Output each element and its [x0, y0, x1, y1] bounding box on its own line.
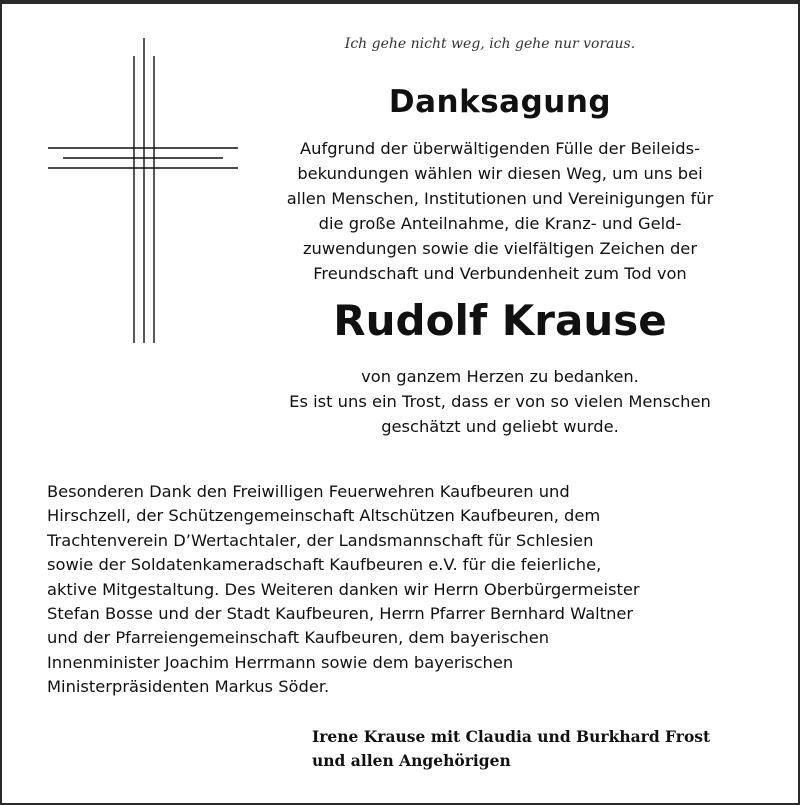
heading: Danksagung	[388, 84, 612, 120]
special-thanks-line: Trachtenverein D’Wertachtaler, der Landsmannschaft für Schlesien	[47, 530, 594, 550]
special-thanks-line: und der Pfarreiengemeinschaft Kaufbeuren, dem bayerischen	[47, 628, 550, 648]
intro-line: bekundungen wählen wir diesen Weg, um uns bei	[297, 164, 703, 183]
closing-line: von ganzem Herzen zu bedanken.	[361, 367, 639, 386]
intro-line: Freundschaft und Verbundenheit zum Tod von	[313, 264, 687, 283]
intro-line: allen Menschen, Institutionen und Vereinigungen für	[286, 189, 714, 208]
closing-line: Es ist uns ein Trost, dass er von so vielen Menschen	[289, 392, 711, 411]
signature-line: Irene Krause mit Claudia und Burkhard Frost	[312, 727, 711, 746]
closing-line: geschätzt und geliebt wurde.	[381, 417, 619, 436]
intro-line: zuwendungen sowie die vielfältigen Zeichen der	[302, 239, 698, 258]
motto: Ich gehe nicht weg, ich gehe nur voraus.	[344, 36, 636, 52]
special-thanks-line: Stefan Bosse und der Stadt Kaufbeuren, Herrn Pfarrer Bernhard Waltner	[47, 604, 634, 624]
intro-line: Aufgrund der überwältigenden Fülle der Beileids-	[300, 139, 700, 158]
special-thanks-line: aktive Mitgestaltung. Des Weiteren danken wir Herrn Oberbürgermeister	[47, 579, 640, 599]
special-thanks-paragraph	[47, 480, 767, 700]
closing-paragraph	[250, 364, 750, 439]
deceased-name: Rudolf Krause	[333, 296, 667, 345]
cross-icon	[48, 38, 238, 343]
special-thanks-line: Besonderen Dank den Freiwilligen Feuerwehren Kaufbeuren und	[47, 482, 570, 501]
intro-paragraph	[250, 136, 750, 286]
intro-line: die große Anteilnahme, die Kranz- und Geld-	[318, 214, 682, 233]
signature	[312, 725, 772, 773]
special-thanks-line: Innenminister Joachim Herrmann sowie dem bayerischen	[47, 652, 514, 672]
special-thanks-line: sowie der Soldatenkameradschaft Kaufbeuren e.V. für die feierliche,	[47, 555, 602, 575]
special-thanks-line: Ministerpräsidenten Markus Söder.	[47, 677, 330, 697]
special-thanks-line: Hirschzell, der Schützengemeinschaft Altschützen Kaufbeuren, dem	[47, 506, 601, 526]
signature-line: und allen Angehörigen	[312, 751, 511, 770]
